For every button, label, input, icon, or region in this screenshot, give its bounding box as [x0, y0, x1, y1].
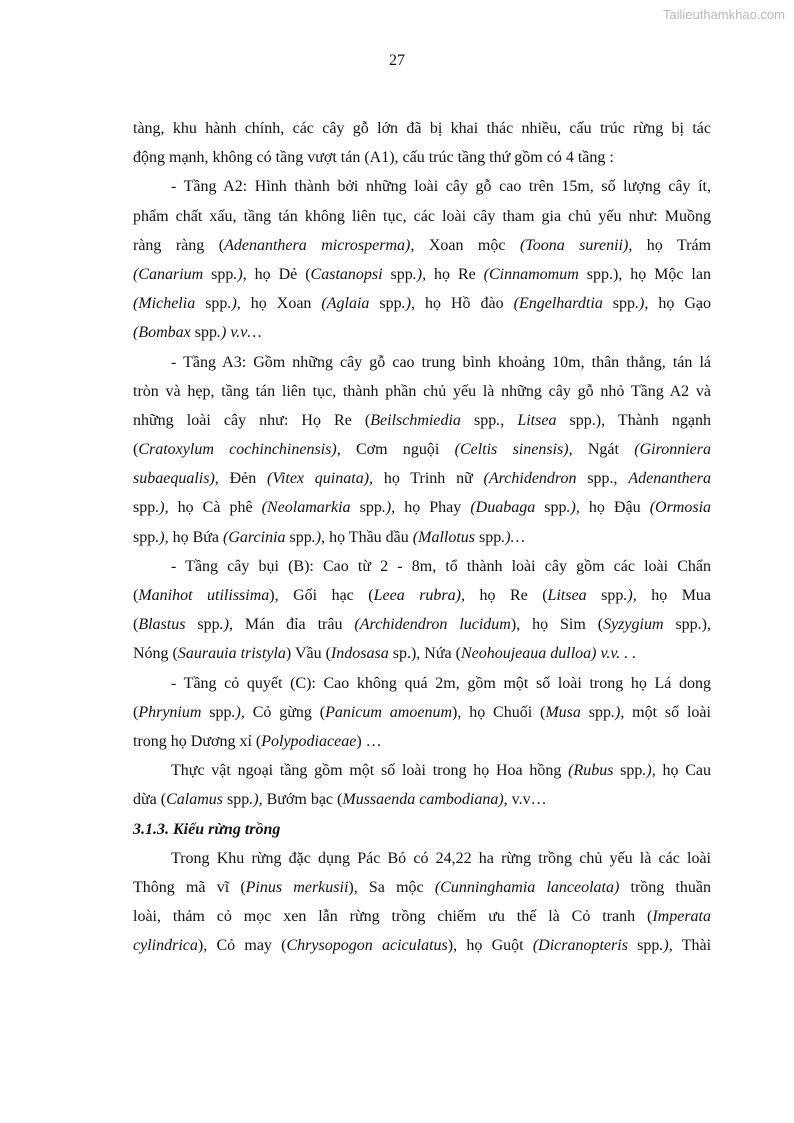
text-run: Trong Khu rừng đặc dụng Pác Bó có 24,22 ha rừng trồng chủ yếu là các loài	[171, 849, 711, 867]
text-run: họ Thầu dầu	[325, 528, 413, 546]
text-run: họ Bứa	[168, 528, 224, 546]
italic-text: Mussaenda cambodiana),	[342, 791, 508, 809]
italic-text: Calamus	[166, 791, 224, 809]
text-run: spp.),	[663, 616, 711, 634]
page-number: 27	[389, 52, 405, 69]
text-run: họ Trám	[632, 236, 712, 254]
italic-text: (Dicranopteris	[532, 937, 628, 955]
italic-text: (Ormosia	[649, 499, 712, 517]
text-run: spp	[382, 265, 413, 283]
italic-text: ),	[253, 791, 263, 809]
document-body	[133, 114, 711, 960]
text-line	[133, 114, 711, 143]
italic-text: ),	[237, 265, 247, 283]
italic-text: Pinus merkusii	[245, 878, 349, 896]
text-run: họ Dẻ (	[246, 265, 311, 283]
text-run: (	[133, 616, 139, 634]
text-run: họ Re (	[464, 587, 548, 604]
italic-text: .	[566, 499, 571, 517]
italic-text: Castanopsi	[310, 265, 383, 283]
italic-text: cylindrica	[133, 937, 198, 955]
italic-text: (Archidendron	[483, 470, 577, 488]
italic-text: Neohoujeaua dulloa) v.v. . .	[460, 645, 637, 663]
italic-text: .	[219, 616, 224, 634]
text-run: ), Cỏ may (	[197, 937, 287, 955]
text-line	[133, 931, 711, 960]
text-run: - Tầng cỏ quyết (C): Cao không quá 2m, gồm một số loài trong họ Lá dong	[171, 674, 711, 692]
text-run: spp	[460, 411, 497, 429]
text-line	[133, 493, 711, 522]
text-line	[133, 873, 711, 902]
text-run: ), Gối hạc (	[269, 587, 374, 604]
italic-text: .	[227, 295, 232, 313]
italic-text: subaequalis),	[133, 470, 219, 488]
italic-text: ),	[159, 499, 169, 517]
text-run: ), họ Sim (	[510, 616, 604, 634]
text-line	[133, 902, 711, 931]
watermark-text: Tailieuthamkhao.com	[662, 7, 785, 22]
italic-text: Polypodiaceae	[261, 732, 357, 750]
text-run: những loài cây như: Họ Re (	[133, 411, 371, 429]
italic-text: ),	[235, 703, 245, 721]
text-run: tròn và hẹp, tầng tán liên tục, thành phần chủ yếu là những cây gỗ nhỏ Tầng A2 và	[133, 382, 711, 400]
text-run: spp	[190, 324, 217, 342]
italic-text: )…	[505, 528, 525, 546]
text-run: họ Đậu	[579, 499, 650, 517]
italic-text: .	[659, 937, 664, 955]
text-run: sp.), Nứa (	[388, 645, 461, 663]
italic-text: (Cunninghamia lanceolata)	[434, 878, 620, 896]
italic-text: ),	[663, 937, 673, 955]
text-run: - Tầng A3: Gồm những cây gỗ cao trung bình khoảng 10m, thân thẳng, tán lá	[171, 353, 711, 371]
text-run: họ Cà phê	[168, 499, 262, 517]
text-run: spp	[203, 265, 234, 283]
italic-text: Phrynium	[138, 703, 202, 721]
text-run: Đẻn	[218, 470, 268, 488]
text-run: spp.,	[576, 470, 629, 488]
text-line	[133, 610, 711, 639]
italic-text: Blastus	[138, 616, 186, 634]
italic-text: ) v.v…	[221, 324, 262, 342]
text-run: tàng, khu hành chính, các cây gỗ lớn đã bị khai thác nhiều, cấu trúc rừng bị tác	[133, 120, 711, 137]
text-run: spp	[195, 295, 228, 313]
text-line	[133, 377, 711, 406]
text-run: phẩm chất xấu, tầng tán không liên tục, các loài cây tham gia chủ yếu như: Muồng	[133, 207, 711, 225]
italic-text: (Gironniera	[634, 441, 711, 459]
text-run: một số loài	[624, 703, 711, 721]
italic-text: (Duabaga	[470, 499, 536, 517]
text-run: spp	[613, 762, 643, 780]
text-run: loài, thảm cỏ mọc xen lẫn rừng trồng chiếm ưu thế là Cỏ tranh (	[133, 908, 653, 926]
text-run: - Tầng A2: Hình thành bởi những loài cây gỗ cao trên 15m, số lượng cây ít,	[171, 178, 711, 196]
text-run: spp	[350, 499, 382, 517]
text-run: họ Cau	[655, 762, 712, 780]
text-line	[133, 523, 711, 552]
text-run: Thài	[672, 937, 712, 955]
italic-text: .	[501, 528, 506, 546]
italic-text: Indosasa	[330, 645, 389, 663]
text-run: dừa (	[133, 791, 167, 809]
text-run: spp	[285, 528, 312, 546]
italic-text: Saurauia tristyla	[177, 645, 286, 663]
italic-text: .	[311, 528, 316, 546]
text-run: ), họ Guột	[447, 937, 533, 955]
text-line	[133, 260, 711, 289]
italic-text: ),	[614, 703, 625, 721]
text-run: spp	[369, 295, 402, 313]
italic-text: ),	[315, 528, 326, 546]
italic-text: ),	[223, 616, 233, 634]
text-run: ) …	[356, 732, 382, 750]
text-line	[133, 348, 711, 377]
italic-text: (Aglaia	[321, 295, 370, 313]
italic-text: .	[412, 265, 417, 283]
italic-text: .	[231, 703, 236, 721]
italic-text: ),	[159, 528, 169, 546]
text-run: spp	[580, 703, 611, 721]
text-run: spp	[627, 937, 660, 955]
italic-text: ),	[231, 295, 241, 313]
italic-text: .	[233, 265, 238, 283]
text-run: họ Trinh nữ	[373, 470, 484, 488]
text-run: spp.), họ Mộc lan	[578, 265, 711, 283]
text-run: họ Mua	[636, 587, 712, 604]
text-line	[133, 698, 711, 727]
text-run: Thông mã vĩ (	[133, 878, 246, 896]
italic-text: .	[381, 499, 386, 517]
text-line	[133, 318, 711, 347]
italic-text: ),	[570, 499, 580, 517]
italic-text: (Bombax	[133, 324, 191, 342]
text-run: họ Hồ đào	[414, 295, 514, 313]
text-line	[133, 552, 711, 581]
text-run: - Tầng cây bụi (B): Cao từ 2 - 8m, tổ thành loài cây gồm các loài Chẩn	[171, 557, 711, 575]
text-run: Bướm bạc (	[262, 791, 343, 809]
text-line	[133, 639, 711, 668]
italic-text: .	[401, 295, 406, 313]
text-run: họ Phay	[395, 499, 471, 517]
text-run: họ Xoan	[240, 295, 322, 313]
italic-text: ),	[416, 265, 427, 283]
text-run: spp	[535, 499, 567, 517]
italic-text: .	[249, 791, 254, 809]
italic-text: (Cinnamomum	[483, 265, 579, 283]
text-run: Nóng (	[133, 645, 178, 663]
text-line	[133, 844, 711, 873]
italic-text: ),	[405, 295, 415, 313]
italic-text: .	[623, 587, 628, 604]
italic-text: (Engelhardtia	[513, 295, 603, 313]
italic-text: (Canarium	[133, 265, 204, 283]
text-line	[133, 143, 711, 172]
text-run: spp	[133, 499, 156, 517]
italic-text: ),	[646, 762, 656, 780]
italic-text: ),	[385, 499, 396, 517]
text-line	[133, 406, 711, 435]
text-run: spp	[133, 528, 156, 546]
italic-text: Manihot utilissima	[138, 587, 270, 604]
italic-text: (Garcinia	[223, 528, 286, 546]
text-run: spp	[475, 528, 502, 546]
text-run: (	[133, 441, 139, 459]
text-line	[133, 756, 711, 785]
text-line	[133, 669, 711, 698]
italic-text: Beilschmiedia	[370, 411, 461, 429]
italic-text: ),	[639, 295, 649, 313]
text-line	[133, 289, 711, 318]
text-run: (	[133, 703, 139, 721]
text-run: ), họ Chuối (	[452, 703, 546, 721]
text-run: ) Vầu (	[285, 645, 331, 663]
text-run: họ Re	[426, 265, 484, 283]
italic-text: Musa	[545, 703, 581, 721]
italic-text: Cratoxylum cochinchinensis),	[138, 441, 341, 459]
text-line	[133, 172, 711, 201]
italic-text: (Mallotus	[412, 528, 475, 546]
italic-text: (Celtis sinensis),	[454, 441, 573, 459]
text-run: Cơm nguội	[340, 441, 455, 459]
text-run: spp	[223, 791, 250, 809]
text-run: spp	[602, 295, 636, 313]
italic-text: (Michelia	[133, 295, 196, 313]
text-run: động mạnh, không có tầng vượt tán (A1), cấu trúc tầng thứ gồm có 4 tầng :	[133, 149, 614, 167]
text-run: trồng thuần	[619, 878, 712, 896]
italic-text: (Neolamarkia	[261, 499, 351, 517]
text-run: v.v…	[507, 791, 547, 809]
text-run: họ Gạo	[648, 295, 712, 313]
text-run: spp	[201, 703, 232, 721]
text-run: Thực vật ngoại tầng gồm một số loài trong họ Hoa hồng	[171, 762, 569, 780]
italic-text: .	[610, 703, 615, 721]
text-line	[133, 727, 711, 756]
section-heading	[133, 815, 711, 844]
italic-text: Imperata	[652, 908, 711, 926]
text-line	[133, 464, 711, 493]
italic-text: (Archidendron lucidum	[354, 616, 511, 634]
text-run: Xoan mộc	[414, 236, 520, 254]
text-line	[133, 202, 711, 231]
text-run: spp	[185, 616, 220, 634]
italic-text: .,	[496, 411, 518, 429]
text-run: ràng ràng (	[133, 236, 225, 254]
text-run: spp	[586, 587, 624, 604]
text-run: Mán đỉa trâu	[232, 616, 355, 634]
italic-text: Litsea	[547, 587, 587, 604]
italic-text: Syzygium	[603, 616, 664, 634]
italic-text: (Rubus	[568, 762, 614, 780]
text-line	[133, 785, 711, 814]
italic-text: Chrysopogon aciculatus	[286, 937, 448, 955]
italic-text: (Vitex quinata),	[267, 470, 374, 488]
italic-text: Adenanthera	[628, 470, 711, 488]
italic-text: .	[217, 324, 221, 342]
text-line	[133, 435, 711, 464]
text-line	[133, 231, 711, 260]
text-run: (	[133, 587, 139, 604]
text-run: spp.), Thành ngạnh	[556, 411, 711, 429]
italic-text: .	[642, 762, 647, 780]
italic-text: ),	[627, 587, 637, 604]
heading-text: 3.1.3. Kiểu rừng trồng	[133, 820, 281, 838]
italic-text: Leea rubra),	[373, 587, 465, 604]
italic-text: .	[635, 295, 640, 313]
text-run: ), Sa mộc	[348, 878, 435, 896]
text-run: trong họ Dương xỉ (	[133, 732, 262, 750]
italic-text: (Toona surenii),	[519, 236, 633, 254]
text-line	[133, 581, 711, 610]
text-run: Cỏ gừng (	[244, 703, 326, 721]
italic-text: .	[155, 528, 160, 546]
text-run: Ngát	[572, 441, 635, 459]
italic-text: Adenanthera microsperma),	[224, 236, 415, 254]
italic-text: .	[155, 499, 160, 517]
italic-text: Panicum amoenum	[325, 703, 453, 721]
italic-text: Litsea	[517, 411, 557, 429]
